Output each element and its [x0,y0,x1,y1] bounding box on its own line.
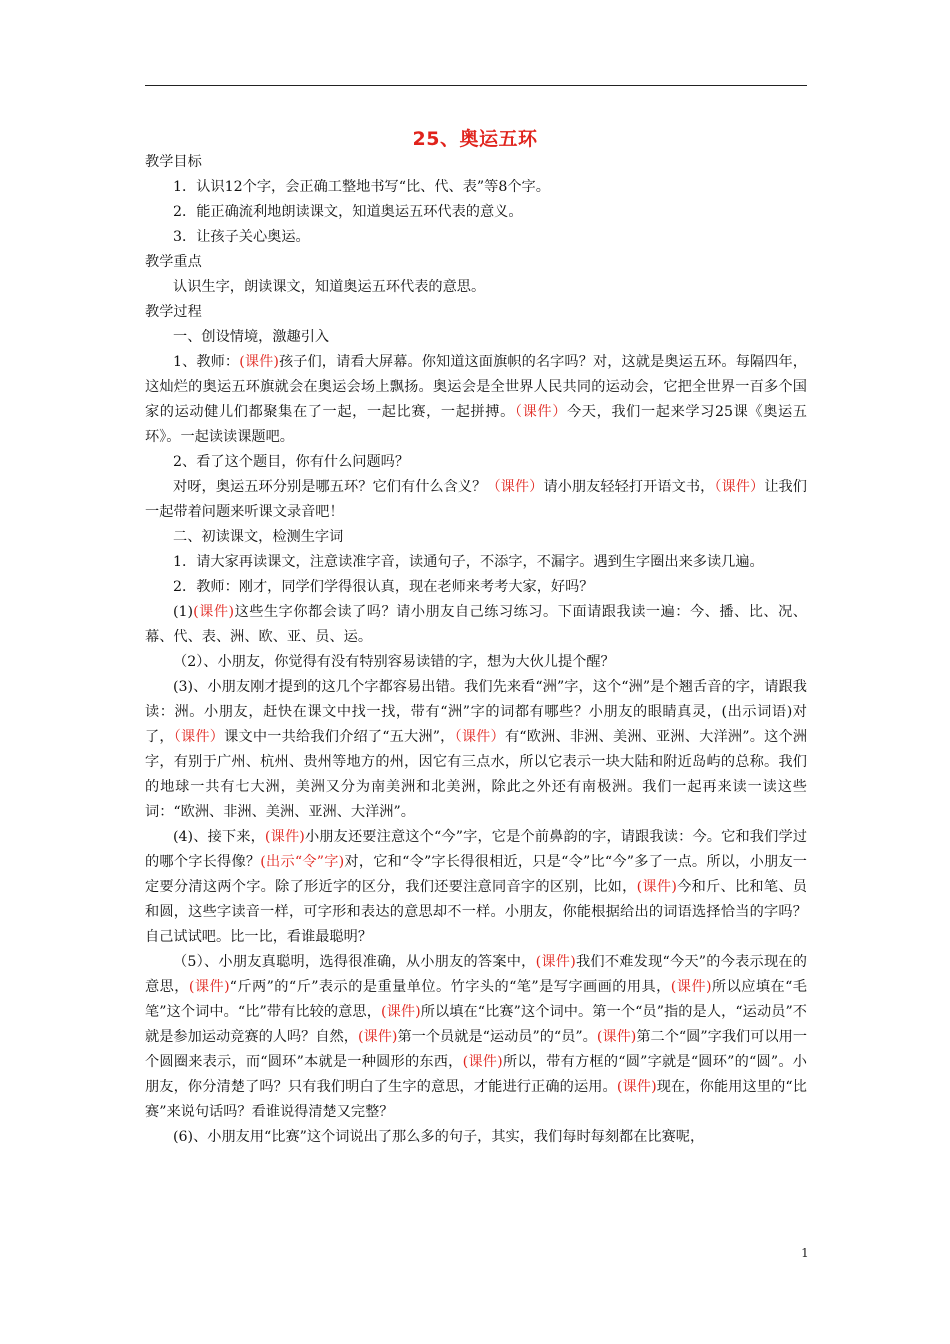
courseware-marker: （课件） [486,479,544,495]
body-paragraph [145,350,807,450]
text-segment: 所以填在“比赛”这个词中。第一个“员”指的是人，“运动员”不就是参加运动竞赛的人吗？自然， [145,1004,807,1045]
body-paragraph [145,525,807,550]
body-paragraph [145,600,807,650]
courseware-marker: （课件） [173,729,225,745]
body-paragraph [145,825,807,950]
body-paragraph [145,675,807,825]
text-segment: 课文中一共给我们介绍了“五大洲”， [224,729,455,745]
courseware-marker: (课件) [264,829,305,845]
text-segment: 1．认识12个字，会正确工整地书写“比、代、表”等8个字。 [173,179,550,195]
body-paragraph [145,650,807,675]
text-segment: 今天，我们一起来学习25课《奥运五环》。一起读读课题吧。 [145,404,807,445]
text-segment: (1) [173,604,194,620]
courseware-marker: （课件） [714,479,765,495]
courseware-marker: (课件) [462,1054,503,1070]
text-segment: 对呀，奥运五环分别是哪五环？它们有什么含义？ [173,479,487,495]
text-segment: 2．能正确流利地朗读课文，知道奥运五环代表的意义。 [173,204,523,220]
courseware-marker: （课件） [454,729,505,745]
text-segment: 2、看了这个题目，你有什么问题吗？ [173,454,410,470]
text-segment: 教学目标 [145,154,202,170]
text-segment: 第二个“圆”字我们可以用一个圆圈来表示，而“圆环”本就是一种圆形的东西， [145,1029,808,1070]
text-segment: 小朋友还要注意这个“今”字，它是个前鼻韵的字，请跟我读：今。它和我们学过的哪个字长得像？ [145,829,807,870]
courseware-marker: (课件) [357,1029,398,1045]
page-number: 1 [801,1246,809,1260]
courseware-marker: (课件) [239,354,279,370]
body-paragraph [145,175,807,200]
header-rule [145,85,807,86]
text-segment: (3)、小朋友刚才提到的这几个字都容易出错。我们先来看“洲”字，这个“洲”是个翘舌音的字，请跟我读：洲。小朋友，赶快在课文中找一找，带有“洲”字的词都有哪些？小朋友的眼睛真灵，(出示词语)对了， [145,679,807,745]
courseware-marker: (课件) [670,979,712,995]
courseware-marker: （课件） [514,404,567,420]
text-segment: 让我们一起带着问题来听课文录音吧！ [145,479,807,520]
body-paragraph [145,1125,807,1150]
text-segment: 1、教师： [173,354,240,370]
body-paragraph [145,575,807,600]
body-paragraph [145,475,807,525]
section-heading [145,250,807,275]
text-segment: (4)、接下来， [173,829,265,845]
section-heading [145,150,807,175]
courseware-marker: (课件) [188,979,230,995]
courseware-marker: (课件) [636,879,677,895]
text-segment: 有“欧洲、非洲、美洲、亚洲、大洋洲”。这个洲字，有别于广州、杭州、贵州等地方的州，因它有三点水，所以它表示一块大陆和附近岛屿的总称。我们的地球一共有七大洲，美洲又分为南美洲和北美洲，除此之外还有南极洲。我们一起再来读一读这些词：“欧洲、非洲、美洲、亚洲、大洋洲”。 [145,729,808,820]
document-body [145,150,807,1150]
body-paragraph [145,450,807,475]
text-segment: 第一个员就是“运动员”的“员”。 [397,1029,597,1045]
courseware-marker: (课件) [380,1004,421,1020]
body-paragraph [145,550,807,575]
text-segment: 现在，你能用这里的“比赛”来说句话吗？看谁说得清楚又完整？ [145,1079,807,1120]
body-paragraph [145,200,807,225]
courseware-marker: (出示“令”字) [260,854,345,870]
text-segment: 教学重点 [145,254,202,270]
body-paragraph [145,325,807,350]
text-segment: 请小朋友轻轻打开语文书， [543,479,715,495]
section-heading [145,300,807,325]
text-segment: 认识生字，朗读课文，知道奥运五环代表的意思。 [173,279,486,295]
body-paragraph [145,950,807,1125]
text-segment: 二、初读课文，检测生字词 [173,529,344,545]
text-segment: “斤两”的“斤”表示的是重量单位。竹字头的“笔”是写字画画的用具， [229,979,671,995]
text-segment: 2．教师：刚才，同学们学得很认真，现在老师来考考大家，好吗？ [173,579,594,595]
text-segment: 教学过程 [145,304,202,320]
document-title: 25、奥运五环 [412,128,538,150]
text-segment: 一、创设情境，激趣引入 [173,329,330,345]
text-segment: 3．让孩子关心奥运。 [173,229,310,245]
courseware-marker: (课件) [535,954,576,970]
body-paragraph [145,225,807,250]
text-segment: （2）、小朋友，你觉得有没有特别容易读错的字，想为大伙儿提个醒？ [173,654,615,670]
text-segment: 所以，带有方框的“圆”字就是“圆环”的“圆”。小朋友，你分清楚了吗？只有我们明白了生字的意思，才能进行正确的运用。 [145,1054,807,1095]
courseware-marker: (课件) [193,604,235,620]
body-paragraph [145,275,807,300]
text-segment: （5）、小朋友真聪明，选得很准确，从小朋友的答案中， [173,954,536,970]
text-segment: 对，它和“令”字长得很相近，只是“令”比“今”多了一点。所以，小朋友一定要分清这两个字。除了形近字的区分，我们还要注意同音字的区别，比如， [145,854,807,895]
courseware-marker: (课件) [616,1079,657,1095]
courseware-marker: (课件) [596,1029,637,1045]
text-segment: 孩子们，请看大屏幕。你知道这面旗帜的名字吗？对，这就是奥运五环。每隔四年，这灿烂的奥运五环旗就会在奥运会场上飘扬。奥运会是全世界人民共同的运动会，它把全世界一百多个国家的运动健儿们都聚集在了一起，一起比赛，一起拼搏。 [145,354,807,420]
text-segment: 今和斤、比和笔、员和圆，这些字读音一样，可字形和表达的意思却不一样。小朋友，你能根据给出的词语选择恰当的字吗？自己试试吧。比一比，看谁最聪明？ [145,879,807,945]
text-segment: 这些生字你都会读了吗？请小朋友自己练习练习。下面请跟我读一遍：今、播、比、况、幕、代、表、洲、欧、亚、员、运。 [145,604,807,645]
text-segment: 所以应填在“毛笔”这个词中。“比”带有比较的意思， [145,979,807,1020]
text-segment: 1．请大家再读课文，注意读准字音，读通句子，不添字，不漏字。遇到生字圈出来多读几遍。 [173,554,764,570]
text-segment: (6)、小朋友用“比赛”这个词说出了那么多的句子，其实，我们每时每刻都在比赛呢， [173,1129,705,1145]
text-segment: 我们不难发现“今天”的今表示现在的意思， [145,954,807,995]
